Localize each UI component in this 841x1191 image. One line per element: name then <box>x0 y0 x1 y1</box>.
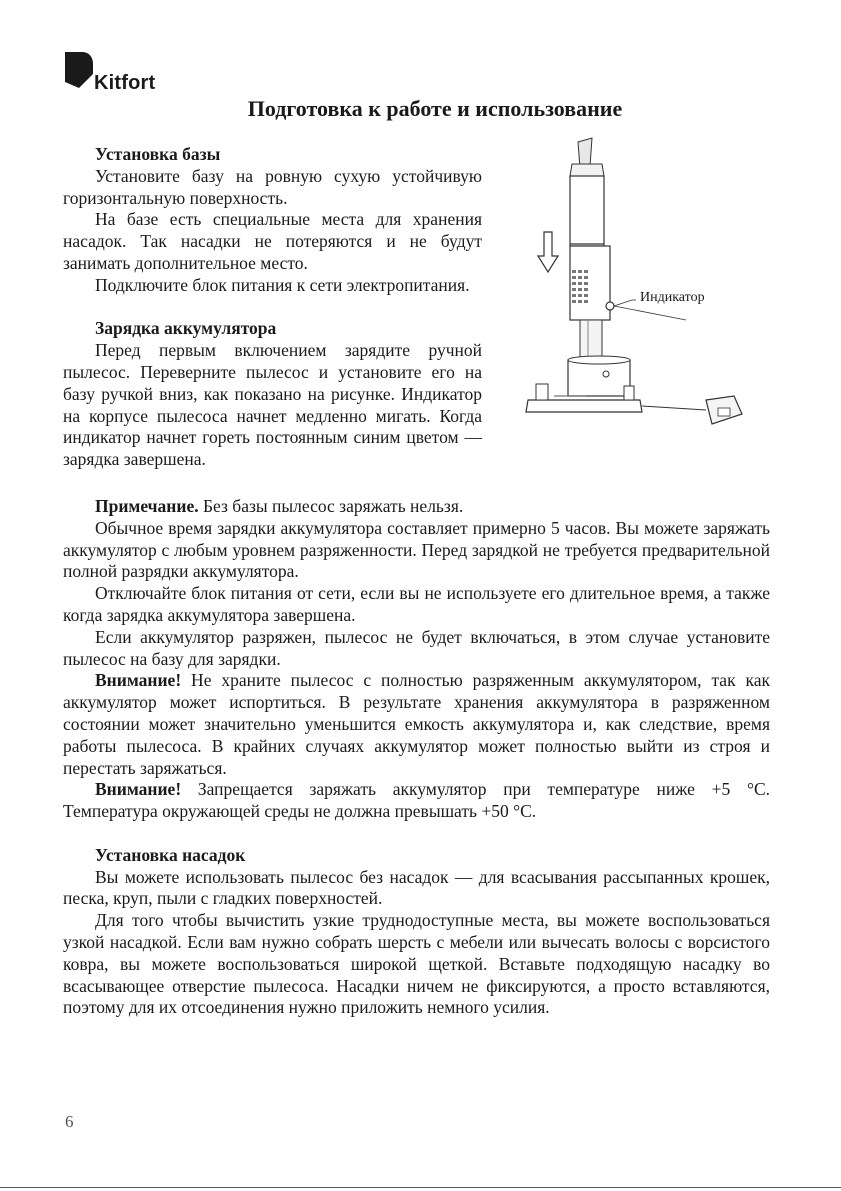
page-title: Подготовка к работе и использование <box>247 96 623 121</box>
bottom-divider <box>0 1187 841 1188</box>
note-paragraph <box>63 496 770 518</box>
paragraph: Установите базу на ровную сухую устойчивую горизонтальную поверхность. <box>63 165 482 208</box>
brand-name: Kitfort <box>94 72 156 94</box>
paragraph: Если аккумулятор разряжен, пылесос не будет включаться, в этом случае установите пылесос на базу для зарядки. <box>63 626 770 669</box>
down-arrow-icon <box>538 232 558 272</box>
section-heading-attachments: Установка насадок <box>95 844 246 865</box>
paragraph: Для того чтобы вычистить узкие труднодоступные места, вы можете воспользоваться узкой насадкой. Если вам нужно собрать шерсть с мебели или вычесать волосы с ворсистого ковра, вы можете воспользоваться широкой щеткой. Вставьте подходящую насадку во всасывающее отверстие пылесоса. Насадки ничем не фиксируются, а просто вставляются, поэтому для их отсоединения нужно приложить немного усилия. <box>63 910 770 1018</box>
note-label: Примечание. <box>95 496 199 516</box>
text-column-main <box>63 496 770 1019</box>
paragraph: Вы можете использовать пылесос без насадок — для всасывания рассыпанных крошек, песка, круп, пыли с гладких поверхностей. <box>63 866 770 909</box>
warning-label: Внимание! <box>95 670 182 691</box>
warning-text: Запрещается заряжать аккумулятор при температуре ниже +5 °С. Температура окружающей среды не должна превышать +50 °С. <box>63 779 770 822</box>
warning-paragraph <box>63 670 770 779</box>
kitfort-logo-icon <box>64 52 94 96</box>
warning-paragraph <box>63 779 770 823</box>
warning-text: Не храните пылесос с полностью разряженным аккумулятором, так как аккумулятор может испортиться. В результате хранения аккумулятора в разряженном состоянии может значительно уменьшится емкость аккумулятора и, как следствие, время работы пылесоса. В крайних случаях аккумулятор может полностью выйти из строя и перестать заряжаться. <box>63 670 770 778</box>
section-heading-charging: Зарядка аккумулятора <box>95 318 277 339</box>
page-number: 6 <box>65 1112 74 1131</box>
section-heading-base: Установка базы <box>95 144 221 164</box>
text-column-top <box>63 144 482 471</box>
paragraph: На базе есть специальные места для хранения насадок. Так насадки не потеряются и не будут занимать дополнительное место. <box>63 209 482 273</box>
brand-logo <box>64 52 174 100</box>
note-text: Без базы пылесос заряжать нельзя. <box>198 496 464 516</box>
vacuum-on-base-illustration <box>506 128 770 446</box>
warning-label: Внимание! <box>95 779 182 800</box>
paragraph: Подключите блок питания к сети электропитания. <box>95 274 470 295</box>
paragraph: Отключайте блок питания от сети, если вы не используете его длительное время, а также когда зарядка аккумулятора завершена. <box>63 583 770 625</box>
paragraph: Перед первым включением зарядите ручной пылесос. Переверните пылесос и установите его на базу ручкой вниз, как показано на рисунке. Индикатор на корпусе пылесоса начнет медленно мигать. Когда индикатор начнет гореть постоянным синим цветом — зарядка завершена. <box>63 340 482 470</box>
paragraph: Обычное время зарядки аккумулятора составляет примерно 5 часов. Вы можете заряжать аккумулятор с любым уровнем разряженности. Перед зарядкой не требуется предварительной полной разрядки аккумулятора. <box>63 517 770 582</box>
indicator-label: Индикатор <box>640 290 705 305</box>
